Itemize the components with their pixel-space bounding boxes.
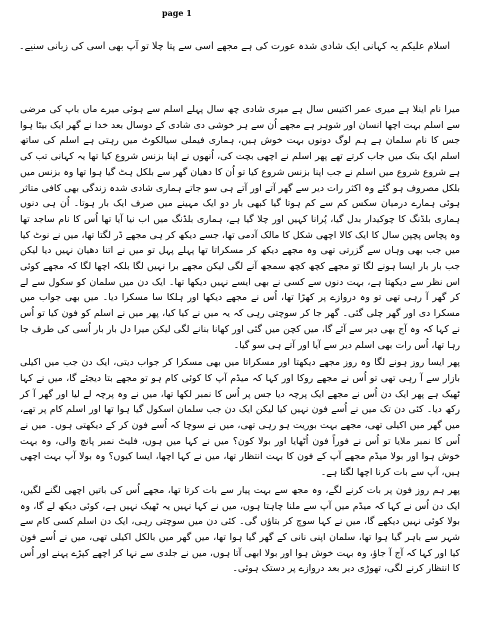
intro-line: اسلام علیکم یہ کہانی ایک شادی شدہ عورت کی ہے مجھے اسی سے پتا چلا تو آپ بھی اسی کی زبانی سنیے۔ [19,41,450,52]
story-body [20,102,460,579]
story-paragraph: میرا نام اینلا ہے میری عمر اکتیس سال ہے میری شادی چھ سال پہلے اسلم سے ہوئی میرے ماں باپ کی مرضی سے اسلم بہت اچھا انسان اور شوہر ہے مجھے اُن سے ہر خوشی دی شادی کے دوسال بعد خدا نے گھر ایک بیٹا ہوا جس کا نام سلمان ہے ہم لوگ دونوں بہت خوش ہیں، ہماری فیملی سیالکوٹ میں رہتی ہے اسلم کی ساتھ اسلم ایک بنک میں جاب کرتے تھے پھر اسلم نے اچھی بچت کی، اُنھوں نے اپنا بزنس شروع کیا تھا یہ کہانی تب کی ہے شروع شروع میں اسلم نے جب اپنا بزنس شروع کیا تو اُن کا دھیان گھر سے بلکل ہٹ گیا ہوا تھا وہ بزنس میں بلکل مصروف ہو گئے وہ اکثر رات دیر سے گھر آتے اور آتے ہی سو جاتے ہماری شادی شدہ زندگی بھی کافی متاثر ہوئی ہمارے درمیان سکس کم سے کم ہوتا گیا کبھی بار دو ایک مہینے میں صرف ایک بار ہوتا۔ اُن ہی دنوں ہماری بلڈنگ کا چوکیدار بدل گیا، پُرانا کہیں اور چلا گیا ہے، ہماری بلڈنگ میں اب نیا آیا تھا اُس کا نام ساجد تھا وہ پچاس پچپن سال کا ایک کالا اچھی شکل کا مالک آدمی تھا، جسے دیکھ کر ہی مجھے ڈر لگتا تھا، میں نے نوٹ کیا میں جب بھی وہاں سے گزرتی تھی وہ مجھے دیکھ کر مسکراتا تھا پہلے پہل تو میں نے اتنا دھیان نہیں دیا لیکن جب بار بار ایسا ہونے لگا تو مجھے کچھ کچھ سمجھ آنے لگی لیکن مجھے برا نہیں لگا بلکہ اچھا لگا کہ مجھے کوئی اس نظر سے دیکھتا ہے، بہت دنوں سے کسی نے بھی ایسے نہیں دیکھا تھا۔ ایک دن میں سلمان کو سکول سے لے کر گھر آ رہی تھی تو وہ دروازے پر کھڑا تھا، اُس نے مجھے دیکھا اور ہلکا سا مسکرا دیا۔ میں بھی جواب میں مسکرا دی اور گھر چلی گئی۔ گھر جا کر سوچتی رہی کہ یہ میں نے کیا کیا، پھر میں نے اسلم کو فون کیا تو اُس نے کہا کہ وہ آج بھی دیر سے آئے گا، میں کچن میں گئی اور کھانا بنانے لگی لیکن میرا دل بار بار اُسی کی طرف جا رہا تھا، اُس رات بھی اسلم دیر سے آیا اور آتے ہی سو گیا۔ [20,104,460,351]
story-paragraph: پھر ہم روز فون پر بات کرنے لگے، وہ مجھ سے بہت پیار سے بات کرتا تھا، مجھے اُس کی باتیں اچھی لگنے لگیں، ایک دن اُس نے کہا کہ میڈم میں آپ سے ملنا چاہتا ہوں، میں نے کہا نہیں یہ ٹھیک نہیں ہے، کوئی دیکھ لے گا، وہ بولا کوئی نہیں دیکھے گا، میں نے کہا سوچ کر بتاؤں گی۔ کئی دن میں سوچتی رہی، ایک دن اسلم کسی کام سے شہر سے باہر گیا ہوا تھا، سلمان اپنی نانی کے گھر گیا ہوا تھا، میں گھر میں بالکل اکیلی تھی، میں نے اُسے فون کیا اور کہا کہ آج آ جاؤ، وہ بہت خوش ہوا اور بولا ابھی آتا ہوں، میں نے جلدی سے نہا کر اچھے کپڑے پہنے اور اُس کا انتظار کرنے لگی، تھوڑی دیر بعد دروازے پر دستک ہوئی۔ [20,484,460,575]
page-number-label: page 1 [162,8,192,18]
story-paragraph: پھر ایسا روز ہونے لگا وہ روز مجھے دیکھتا اور مسکراتا میں بھی مسکرا کر جواب دیتی، ایک دن جب میں اکیلی بازار سے آ رہی تھی تو اُس نے مجھے روکا اور کہا کہ میڈم آپ کا کوئی کام ہو تو مجھے بتا دیجئے گا، میں نے کہا ٹھیک ہے پھر ایک دن اُس نے مجھے ایک پرچہ دیا جس پر اُس کا نمبر لکھا تھا، میں نے وہ پرچہ لے لیا اور گھر آ کر رکھ دیا۔ کئی دن تک میں نے اُسے فون نہیں کیا لیکن ایک دن جب سلمان اسکول گیا ہوا تھا اور اسلم کام پر تھے، میں گھر میں اکیلی تھی، مجھے بہت بوریت ہو رہی تھی، میں نے سوچا کہ اُسے فون کر کے دیکھتی ہوں۔ میں نے اُس کا نمبر ملایا تو اُس نے فوراً فون اُٹھایا اور بولا کون؟ میں نے کہا میں ہوں، فلیٹ نمبر پانچ والی، وہ بہت خوش ہوا اور بولا میڈم مجھے آپ کے فون کا بہت انتظار تھا، میں نے کہا اچھا، ایسا کیوں؟ وہ بولا آپ بہت اچھی ہیں، آپ سے بات کرنا اچھا لگتا ہے۔ [20,357,460,479]
